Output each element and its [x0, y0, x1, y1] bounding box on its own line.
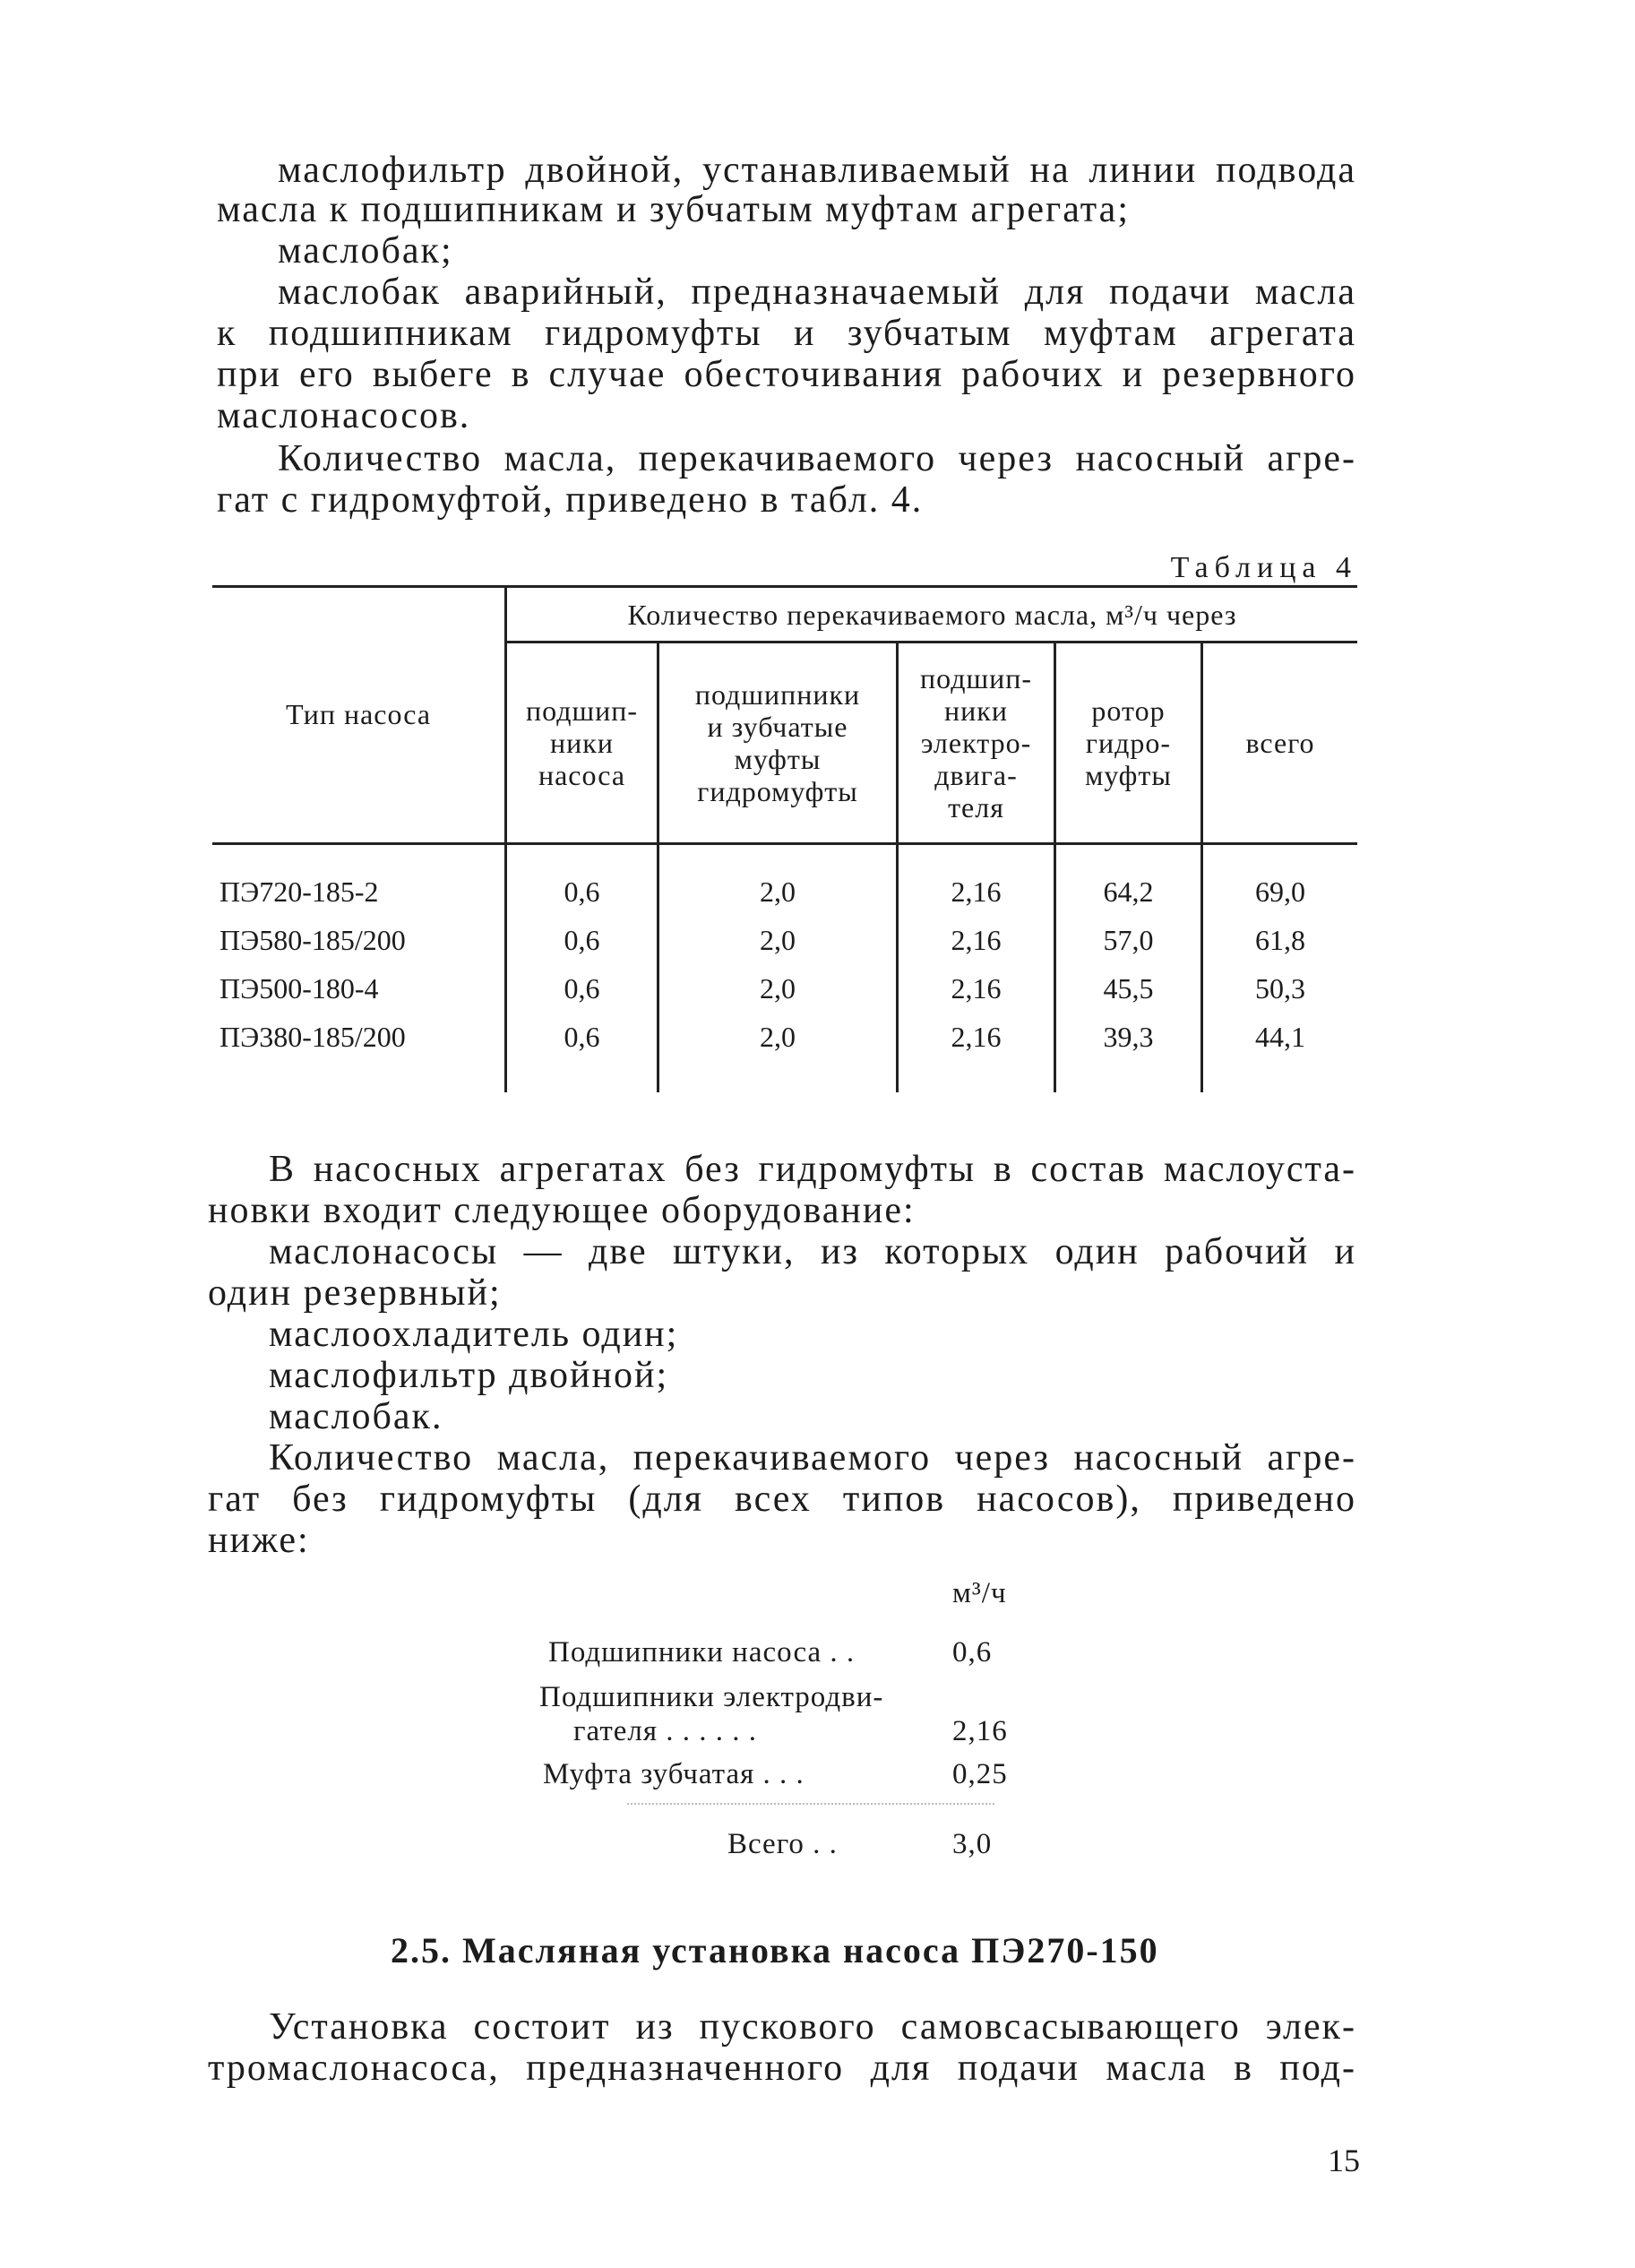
list-separator [627, 1803, 994, 1805]
cell-type: ПЭ380-185/200 [219, 1021, 406, 1053]
header-pump-bearings: подшип- ники насоса [525, 694, 639, 791]
cell-v5: 44,1 [1255, 1021, 1305, 1053]
para6-line1: Количество масла, перекачиваемого через насосный агре- [269, 1437, 1356, 1479]
cell-v4: 39,3 [1103, 1021, 1154, 1053]
list-item-label-cont: гателя . . . . . . [573, 1715, 758, 1747]
cell-v2: 2,0 [760, 924, 796, 956]
cell-v1: 0,6 [564, 972, 600, 1005]
cell-v4: 45,5 [1103, 972, 1154, 1005]
table-row [212, 1013, 1357, 1060]
list-item-label: Подшипники электродви- [539, 1681, 884, 1713]
para2-line1: маслобак аварийный, предназначаемый для подачи масла [278, 272, 1356, 313]
cell-type: ПЭ500-180-4 [219, 972, 379, 1005]
header-bearings-couplings: подшипники и зубчатые муфты гидромуфты [694, 678, 861, 807]
table-caption: Таблица 4 [1170, 551, 1357, 584]
cell-v2: 2,0 [760, 972, 796, 1005]
list-total-label: Всего . . [727, 1828, 838, 1860]
para7-line1: Установка состоит из пускового самовсасывающего элек- [269, 2006, 1356, 2048]
page-number: 15 [1328, 2143, 1360, 2178]
header-group: Количество перекачиваемого масла, м³/ч через [627, 599, 1237, 631]
para6-line3: ниже: [208, 1520, 310, 1561]
para5-line2: один резервный; [208, 1272, 502, 1314]
cell-v4: 57,0 [1103, 924, 1154, 956]
para2-line4: маслонасосов. [217, 395, 471, 436]
para6-line2: гат без гидромуфты (для всех типов насосов), приведено [208, 1479, 1356, 1520]
cell-v4: 64,2 [1103, 875, 1154, 908]
header-motor-bearings: подшип- ники электро- двига- теля [919, 662, 1033, 824]
para3-line2: гат с гидромуфтой, приведено в табл. 4. [217, 479, 924, 521]
table-group-rule [504, 641, 1357, 643]
para7-line2: тромаслонасоса, предназначенного для подачи масла в под- [208, 2048, 1356, 2089]
item-filter: маслофильтр двойной; [269, 1355, 669, 1396]
cell-v3: 2,16 [951, 875, 1002, 908]
para1-line1: маслофильтр двойной, устанавливаемый на линии подвода [278, 150, 1356, 191]
para1-line2: масла к подшипникам и зубчатым муфтам агрегата; [217, 189, 1130, 230]
table-row [212, 965, 1357, 1012]
cell-v5: 50,3 [1255, 972, 1305, 1005]
oil-table [212, 585, 1357, 1096]
para5-line1: маслонасосы — две штуки, из которых один рабочий и [269, 1231, 1356, 1272]
para4-line1: В насосных агрегатах без гидромуфты в состав маслоуста- [269, 1149, 1356, 1190]
item-maslobak: маслобак; [278, 230, 453, 272]
cell-v5: 69,0 [1255, 875, 1305, 908]
para3-line1: Количество масла, перекачиваемого через насосный агре- [278, 438, 1356, 479]
list-item-label: Подшипники насоса . . [548, 1636, 856, 1669]
list-unit: м³/ч [952, 1577, 1007, 1609]
item-cooler: маслоохладитель один; [269, 1314, 679, 1355]
cell-v1: 0,6 [564, 875, 600, 908]
cell-v3: 2,16 [951, 924, 1002, 956]
para4-line2: новки входит следующее оборудование: [208, 1190, 916, 1231]
cell-v3: 2,16 [951, 1021, 1002, 1053]
list-total-value: 3,0 [952, 1828, 993, 1860]
table-row [212, 868, 1357, 915]
header-total: всего [1245, 727, 1315, 759]
para2-line3: при его выбеге в случае обесточивания рабочих и резервного [217, 354, 1356, 395]
cell-v2: 2,0 [760, 875, 796, 908]
para2-line2: к подшипникам гидромуфты и зубчатым муфтам агрегата [217, 313, 1356, 354]
cell-type: ПЭ580-185/200 [219, 924, 406, 956]
section-heading: 2.5. Масляная установка насоса ПЭ270-150 [391, 1930, 1159, 1970]
cell-v3: 2,16 [951, 972, 1002, 1005]
list-item-value: 0,25 [952, 1758, 1008, 1790]
cell-v1: 0,6 [564, 924, 600, 956]
header-pump-type: Тип насоса [285, 697, 432, 730]
item-tank: маслобак. [269, 1396, 443, 1437]
cell-v1: 0,6 [564, 1021, 600, 1053]
list-item-value: 2,16 [952, 1715, 1008, 1747]
header-rotor: ротор гидро- муфты [1085, 694, 1172, 791]
list-item-value: 0,6 [952, 1636, 993, 1669]
table-header-rule [212, 842, 1357, 845]
cell-v5: 61,8 [1255, 924, 1305, 956]
table-row [212, 917, 1357, 963]
list-item-label: Муфта зубчатая . . . [543, 1758, 805, 1790]
cell-type: ПЭ720-185-2 [219, 875, 379, 908]
cell-v2: 2,0 [760, 1021, 796, 1053]
